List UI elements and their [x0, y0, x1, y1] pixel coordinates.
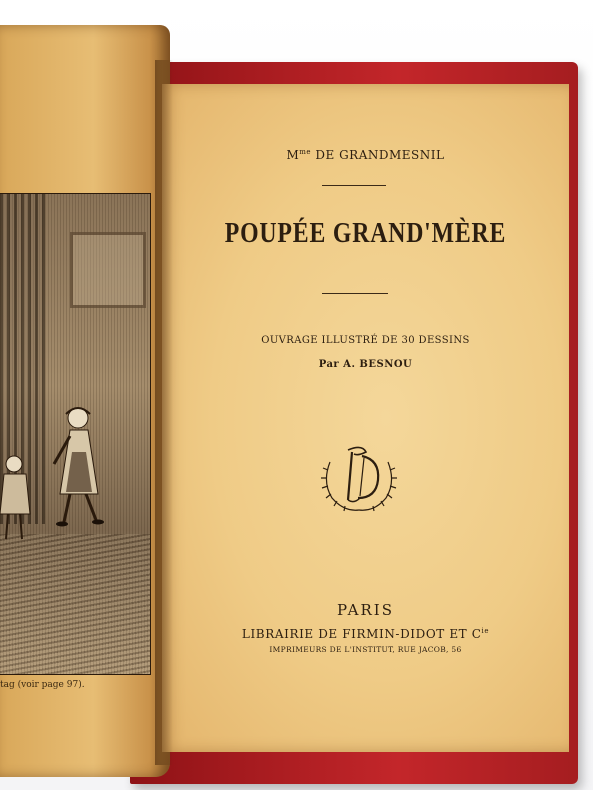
- left-page: [0, 25, 170, 777]
- author-name: DE GRANDMESNIL: [311, 148, 445, 162]
- publisher-name: LIBRAIRIE DE FIRMIN-DIDOT ET C: [241, 627, 482, 641]
- divider-rule: [322, 185, 386, 186]
- publisher-line: [162, 627, 569, 641]
- illustrator-credit: Par A. BESNOU: [318, 359, 413, 370]
- girl-figure-drawing: [52, 402, 118, 532]
- fd-monogram-laurel-icon: [318, 442, 400, 514]
- engraving-illustration: [0, 193, 151, 675]
- doll-figure-drawing: [0, 444, 40, 544]
- publication-place: PARIS: [336, 601, 395, 619]
- floor-drawing: [0, 534, 150, 674]
- printer-line: IMPRIMEURS DE L'INSTITUT, RUE JACOB, 56: [269, 645, 462, 654]
- illustration-caption: tag (voir page 97).: [0, 680, 85, 690]
- wall-frame-drawing: [70, 232, 146, 308]
- author-line: [162, 148, 569, 162]
- author-prefix: M: [286, 148, 300, 162]
- subtitle: OUVRAGE ILLUSTRÉ DE 30 DESSINS: [261, 335, 470, 346]
- book-gutter-shadow: [155, 60, 173, 765]
- divider-rule: [322, 293, 388, 294]
- publisher-sup: ie: [481, 627, 490, 635]
- title-page: [162, 84, 569, 752]
- book-title: POUPÉE GRAND'MÈRE: [224, 217, 507, 249]
- author-prefix-sup: me: [299, 148, 312, 156]
